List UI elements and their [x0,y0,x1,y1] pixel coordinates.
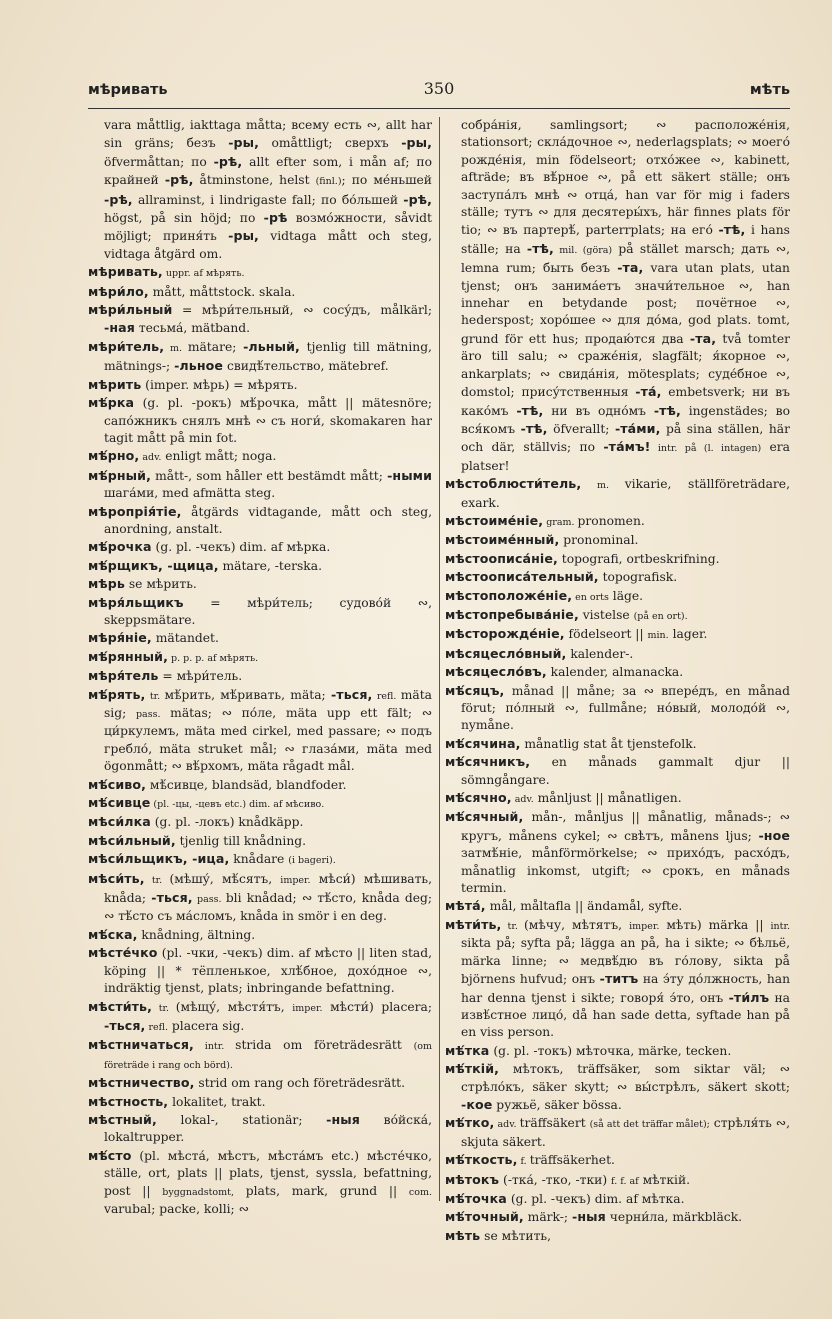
headword: -ры, [401,135,433,151]
entry-text: mäta sig; [104,687,432,720]
headword: -та́, [635,384,662,400]
headword: -ныя [572,1209,606,1225]
grammar-note: adv. [511,794,534,806]
entry-text: mån-, månljus || månatlig, månads-; ∾ кругъ, månens cykel; ∾ свѣтъ, månens ljus; [461,810,790,843]
headword: -ры, [228,228,259,244]
dictionary-entry [88,283,432,301]
headword: мѣропрія́тіе, [88,503,182,519]
page-header [88,78,790,109]
grammar-note: (om företräde i rang och börd). [104,1041,432,1071]
headword: мѣ́сиво, [88,776,146,792]
headword: -тѣ, [718,222,746,238]
dictionary-entry [88,447,432,466]
entry-text: se мѣрить. [124,577,197,592]
headword: -ться, [330,686,373,702]
dictionary-entry [88,394,432,447]
entry-text: mått, måttstock. skala. [148,284,296,299]
entry-text: (pl. -чки, -чекъ) dim. af мѣсто || liten stad, köping || * тёпленькое, хлѣ́бное, дохо́дное ∾, indräktig tjenst, plats; inbringande befattning. [104,946,432,996]
dictionary-entry [88,1147,432,1219]
entry-text: träffsäkert [519,1116,590,1131]
headword: мѣ́ска, [88,926,138,942]
entry-text: vidtaga mått och steg, vidtaga åtgärd om. [104,229,432,261]
headword: мѣри́льный [88,302,173,318]
headword: -ными [387,467,432,483]
headword: мѣстоописа́тельный, [445,569,599,585]
headword: -льный, [243,338,300,354]
dictionary-entry [88,594,432,630]
entry-text: era platser! [461,440,790,473]
grammar-note: imper. [280,874,311,886]
entry-text: pronomen. [577,513,645,528]
dictionary-entry [88,794,432,813]
entry-text: мѣткій. [638,1172,691,1187]
dictionary-entry [445,625,790,644]
headword: мѣстоблюсти́тель, [445,476,582,492]
entry-text: (imper. мѣрь) = мѣрять. [141,377,298,392]
grammar-note: refl. [145,1021,168,1033]
headword: мѣсти́ть, [88,998,152,1014]
entry-text: månatlig stat åt tjenstefolk. [520,736,697,751]
entry-text: knådare [229,852,289,867]
headword: мѣ́рно, [88,448,140,464]
entry-text: placera sig. [167,1018,245,1033]
headword: мѣстоиме́ніе, [445,512,544,528]
headword: мѣси́льный, [88,832,176,848]
grammar-note: refl. [372,690,401,702]
dictionary-entry [445,645,790,663]
headword: -рѣ, [403,191,432,207]
entry-text: тесьма́, mätband. [134,321,251,336]
dictionary-entry [88,648,432,667]
dictionary-entry [88,926,432,944]
headword: мѣстничество, [88,1075,195,1091]
grammar-note: uppr. af мѣрять. [162,268,245,280]
entry-text: öfverallt; [547,421,615,436]
entry-text: vara måttlig, iakttaga måtta; всему есть ∾, allt har sin gräns; безъ [104,118,432,151]
entry-text: собра́нія, samlingsort; ∾ расположе́нія, stationsort; скла́дочное ∾, nederlagsplats; ∾ моего́ рожде́нія, min födelseort; отхо́жее ∾, kabinett, afträde; въ вѣ́рное ∾, på ett säkert ställe; онъ заступа́лъ мнѣ ∾ отца́, han var för mig i faders ställe; тутъ ∾ для десятеры́хъ, här finnes plats för tio; ∾ въ партерѣ́, parterrplats; на его́ [461,118,790,238]
entry-text: enligt mått; noga. [161,449,277,464]
grammar-note: tr. [152,1002,176,1014]
entry-text: månad || måne; за ∾ впере́дъ, en månad förut; по́лный ∾, fullmåne; но́вый, молодо́й ∾, nymåne. [461,683,790,733]
dictionary-entry [445,1151,790,1170]
headword: мѣ́тка [445,1042,490,1058]
entry-text: мѣ́рить, мѣ́ривать, mäta; [164,687,331,702]
grammar-note: adv. [139,452,162,464]
entry-text: mätandet. [151,631,219,646]
entry-text: mätas; ∾ по́ле, mäta upp ett fält; ∾ ци́ркулемъ, mäta med cirkel, med passare; ∾ подъ гребло́, mäta struket mål; ∾ глаза́ми, mäta med ögonmått; ∾ вѣ́рхомъ, mäta rågadt mål. [104,706,432,774]
dictionary-entry [88,832,432,850]
headword: мѣси́льщикъ, -ица, [88,851,230,867]
entry-text: (g. pl. -чекъ) dim. af мѣтка. [506,1191,685,1206]
dictionary-entry [88,850,432,869]
headword: мѣтокъ [445,1171,500,1187]
grammar-note: p. p. p. af мѣрять. [167,652,259,664]
entry-text: = мѣри́тельный, ∾ сосу́дъ, målkärl; [172,303,432,318]
grammar-note: (pl. -цы, -цевъ etc.) dim. af мѣсиво. [150,799,325,811]
headword: -ная [104,320,135,336]
headword: мѣстоположе́ніе, [445,587,573,603]
dictionary-entry [445,1042,790,1060]
grammar-note: tr. [145,690,165,702]
entry-text: lokal-, stationär; [156,1112,327,1127]
entry-text: åtminstone, helst [193,173,316,188]
entry-text: tjenlig till knådning. [175,833,307,848]
headword: мѣсте́чко [88,945,158,961]
headword: мѣри́тель, [88,338,165,354]
grammar-note: byggnadstomt, [162,1186,234,1198]
headword: -ться, [104,1017,146,1033]
dictionary-entry [445,475,790,512]
entry-text: затмѣ́ніе, månförmörkelse; ∾ прихо́дъ, расхо́дъ, månatlig inkomst, utgift; ∾ срокъ, en månads termin. [461,846,790,896]
dictionary-entry [88,1036,432,1074]
headword: -ное [758,827,790,843]
grammar-note: imper. [292,1002,323,1014]
entry-text: se мѣтить, [480,1228,552,1243]
entry-text: mål, måltafla || ändamål, syfte. [485,899,683,914]
headword: мѣ́точный, [445,1209,524,1225]
dictionary-entry [445,897,790,915]
entry-text: (мѣщу́, мѣстя́тъ, [175,999,293,1014]
entry-text: mått-, som håller ett bestämdt mått; [150,468,388,483]
grammar-note: com. [408,1186,432,1198]
entry-text: kalender, almanacka. [546,665,684,680]
headword: мѣ́сивце [88,795,151,811]
grammar-note: f. [517,1156,530,1168]
headword: -тѣ, [520,420,548,436]
dictionary-entry [445,735,790,753]
headword: мѣти́ть, [445,916,502,932]
dictionary-entry [88,467,432,503]
dictionary-entry [88,538,432,556]
entry-text: lokalitet, trakt. [168,1094,266,1109]
left-column [88,117,433,1216]
entry-text: tjenlig till mätning, mätnings-; [104,339,432,374]
headword: мѣ́рянный, [88,648,168,664]
entry-text: högst, på sin höjd; по [104,211,264,226]
entry-text: omåttligt; сверхъ [259,136,402,151]
headword: -та, [689,330,717,346]
entry-text: knådning, ältning. [137,927,256,942]
entry-text: i hans ställe; на [461,223,790,256]
headword: -рѣ, [104,191,133,207]
headword: -тѣ, [516,402,544,418]
entry-text: ни въ одно́мъ [543,403,654,418]
dictionary-entry [88,1074,432,1092]
headword: мѣсяцесло́вный, [445,645,567,661]
dictionary-entry [88,1093,432,1111]
grammar-note: gram. [543,516,578,528]
entry-text: topografisk. [598,570,678,585]
dictionary-entry [88,338,432,376]
headword: мѣ́рщикъ, -щица, [88,557,219,573]
grammar-note: tr. [144,874,170,886]
entry-text: (мѣчу, мѣтятъ, [523,917,630,932]
entry-text: стрѣля́ть ∾, skjuta säkert. [461,1116,791,1149]
entry-text: мѣ́сивце, blandsäd, blandfoder. [145,777,347,792]
entry-text: mätare; [187,339,244,354]
entry-text: мѣть) märka || [659,917,771,932]
dictionary-entry [88,686,432,776]
entry-text: varubal; packe, kolli; ∾ [104,1201,249,1216]
entry-text: vara utan plats, utan tjenst; онъ занима́етъ значи́тельное ∾, han innehar en betydande post; почётное ∾, hederspost; хоро́шее ∾ для до́ма, god plats. tomt, grund för ett hus; продаю́тся два [461,261,790,346]
grammar-note: pass. [135,709,161,720]
entry-text: plats, mark, grund || [234,1183,409,1198]
dictionary-entry [445,808,790,897]
headword: -ры, [228,135,260,151]
headword: -ться, [151,890,193,906]
right-running-headword: мѣть [749,82,790,98]
headword: мѣ́рочка [88,539,152,555]
dictionary-entry [445,512,790,531]
entry-text: (мѣшу́, мѣ́сятъ, [169,871,281,886]
page-number: 350 [423,79,455,98]
headword: мѣрь [88,576,125,592]
grammar-note: intr. [770,920,791,932]
grammar-note: min. [647,630,669,642]
dictionary-entry [88,575,432,593]
entry-text: vistelse [578,607,634,622]
entry-text: ружьё, säker bössa. [492,1097,622,1112]
headword: мѣстоописа́ніе, [445,550,558,566]
entry-text: på stället marsch; дать ∾, lemna rum; быть безъ [461,241,790,276]
grammar-note: m. [164,342,188,354]
headword: -рѣ, [213,153,243,169]
entry-text: (g. pl. -рокъ) мѣ́рочка, mått || mätesnöre; сапо́жникъ снялъ мнѣ ∾ съ ноги́, skomakaren har tagit mått på min fot. [104,396,432,445]
headword: мѣря́льщикъ [88,594,184,610]
headword: мѣря́тель [88,668,159,684]
entry-text: = мѣри́тель; судово́й ∾, skeppsmätare. [104,595,432,627]
entry-text: bli knådad; ∾ тѣ́сто, knåda deg; ∾ тѣ́сто съ ма́сломъ, knåda in smör i en deg. [104,891,433,924]
entry-text: topografi, ortbeskrifning. [557,551,720,566]
entry-text: черни́ла, märkbläck. [605,1210,743,1225]
headword: -титъ [599,971,639,987]
headword: -кое [461,1096,493,1112]
entry-text: två tomter äro till salu; ∾ сраже́нія, slagfält; я́корное ∾, ankarplats; ∾ свида́нія, mötesplats; суде́бное ∾, domstol; прису́тственныя [461,331,791,400]
entry-text: на извѣ́стное лицо́, då han sade detta, syftade han på en viss person. [461,990,791,1040]
entry-text: läge. [608,588,644,603]
headword: мѣрить [88,376,142,392]
entry-text: en månads gammalt djur || sömngångare. [461,755,790,787]
dictionary-entry [445,916,790,1042]
dictionary-entry [88,813,432,831]
entry-text: шага́ми, med afmätta steg. [104,486,276,501]
grammar-note: f. f. af [611,1175,639,1187]
headword: мѣ́рять, [88,686,146,702]
headword: мѣ́точка [445,1190,507,1206]
dictionary-entry [445,789,790,808]
headword: мѣстный, [88,1111,157,1127]
entry-text: мѣтокъ, träffsäker, som siktar väl; ∾ стрѣло́къ, säker skytt; ∾ вы́стрѣлъ, säkert skott; [461,1062,790,1094]
entry-text: мѣсти́) placera; [322,999,433,1014]
left-running-headword: мѣривать [88,82,168,98]
right-column [445,117,791,1243]
dictionary-entry [445,682,790,735]
entry-text: (pl. мѣста́, мѣстъ, мѣста́мъ etc.) мѣсте́чко, ställe, ort, plats || plats, tjenst, syssla, befattning, post || [104,1148,432,1198]
entry-text: märk-; [523,1210,572,1225]
headword: мѣ́сяцъ, [445,682,505,698]
grammar-note: (i bageri). [288,855,336,867]
dictionary-entry [445,1114,790,1151]
entry-text: ingenstädes; во вся́комъ [461,403,790,436]
grammar-note: imper. [629,920,660,932]
entry-continuation [88,117,432,263]
headword: -та́мъ! [603,439,651,455]
entry-text: (g. pl. -токъ) мѣточка, märke, tecken. [489,1043,732,1058]
headword: мѣси́лка [88,814,151,830]
dictionary-entry [445,568,790,586]
dictionary-entry [88,1111,432,1147]
grammar-note: (på en ort). [633,610,688,622]
entry-text: på sina ställen, här och där, ställvis; по [461,421,790,455]
entry-continuation [445,117,790,475]
headword: мѣ́ткій, [445,1061,500,1077]
headword: мѣря́ніе, [88,630,152,646]
headword: -рѣ, [164,172,194,188]
headword: мѣстоиме́нный, [445,532,560,548]
entry-text: ; по ме́ньшей [341,173,433,188]
headword: -та́ми, [614,420,661,436]
entry-text: pronominal. [559,533,639,548]
dictionary-entry [445,663,790,681]
entry-text: (-тка́, -тко, -тки) [499,1172,612,1187]
headword: -рѣ [263,210,288,226]
headword: мѣта́, [445,898,486,914]
headword: -ныя [326,1111,360,1127]
grammar-note: (så att det träffar målet); [589,1119,710,1131]
grammar-note: en orts [572,591,609,603]
dictionary-entry [445,606,790,625]
dictionary-entry [88,776,432,794]
entry-text: allt efter som, i mån af; по крайней [104,154,432,188]
entry-text: (g. pl. -чекъ) dim. af мѣрка. [151,540,331,555]
entry-text: sikta på; syfta på; lägga an på, ha i sikte; ∾ бѣльё, märka linne; ∾ медвѣ́дю въ го́лову, sikta på björnens hufvud; онъ [461,936,790,987]
headword: мѣ́сто [88,1147,132,1163]
entry-text: åtgärds vidtagande, mått och steg, anordning, anstalt. [104,504,432,536]
grammar-note: (finl.) [315,176,342,188]
column-divider [439,117,440,1201]
entry-text: (g. pl. -локъ) knådkäpp. [150,815,304,830]
entry-text: strid om rang och företrädesrätt. [194,1076,405,1091]
entry-text: свидѣ́тельство, mätebref. [223,359,389,374]
dictionary-entry [445,1190,790,1208]
entry-text: träffsäkerhet. [529,1153,615,1168]
entry-text: kalender-. [566,646,634,661]
grammar-note: intr. [193,1041,236,1053]
headword: мѣ́рный, [88,467,151,483]
entry-text: vikarie, ställföreträdare, exark. [461,477,790,510]
entry-text: возмо́жности, såvidt möjligt; приня́ть [104,211,432,244]
entry-text: strida om företrädesrätt [235,1038,414,1053]
entry-text: embetsverk; ни въ како́мъ [461,385,790,418]
grammar-note: adv. [494,1119,520,1131]
entry-text: allraminst, i lindrigaste fall; по бо́льшей [132,192,404,207]
dictionary-entry [88,263,432,282]
entry-text: lager. [668,627,708,642]
dictionary-entry [445,587,790,606]
headword: мѣси́ть, [88,870,145,886]
headword: мѣ́тко, [445,1115,495,1131]
headword: мѣстность, [88,1093,169,1109]
dictionary-entry [88,870,432,926]
grammar-note: pass. [192,894,226,906]
headword: -та, [617,260,644,276]
headword: мѣстопребыва́ніе, [445,606,579,622]
dictionary-entry [88,557,432,575]
headword: мѣть [445,1227,481,1243]
dictionary-entry [445,1171,790,1190]
headword: -льное [174,358,224,374]
dictionary-entry [88,376,432,394]
headword: мѣ́сячникъ, [445,754,531,770]
headword: -тѣ, [526,240,554,256]
entry-text: во́йска́, lokaltrupper. [104,1112,432,1145]
headword: -тѣ, [653,402,681,418]
dictionary-entry [445,531,790,549]
dictionary-entry [88,629,432,647]
entry-text: на э́ту до́лжность, han har denna tjenst i sikte; говоря́ э́то, онъ [461,972,791,1005]
headword: -ти́лъ [728,989,770,1005]
headword: мѣсяцесло́въ, [445,664,547,680]
grammar-note: mil. (göra) [553,244,613,256]
headword: мѣ́рка [88,395,135,411]
headword: мѣривать, [88,264,163,280]
dictionary-entry [88,944,432,997]
dictionary-entry [88,301,432,338]
dictionary-entry [445,753,790,789]
dictionary-entry [445,1227,790,1245]
dictionary-entry [88,503,432,539]
entry-text: mätare, -terska. [218,558,322,573]
grammar-note: (l. intagen) [703,443,762,455]
grammar-note: m. [581,480,625,492]
entry-text: månljust || månatligen. [533,791,682,806]
entry-text: öfvermåttan; по [104,154,214,169]
grammar-note: tr. [501,920,524,932]
headword: мѣ́ткость, [445,1152,518,1168]
dictionary-entry [445,550,790,568]
entry-text: = мѣри́тель. [158,669,243,684]
headword: мѣ́сячина, [445,735,521,751]
grammar-note: intr. på [650,443,704,455]
dictionary-entry [88,998,432,1037]
headword: мѣстничаться, [88,1037,194,1053]
entry-text: мѣси́) мѣшивать, knåda; [104,871,432,906]
dictionary-entry [445,1208,790,1226]
headword: мѣсторожде́ніе, [445,626,565,642]
dictionary-entry [445,1060,790,1114]
entry-text: födelseort || [564,627,648,642]
headword: мѣ́сячный, [445,809,524,825]
dictionary-entry [88,667,432,685]
headword: мѣ́сячно, [445,790,512,806]
headword: мѣри́ло, [88,283,149,299]
